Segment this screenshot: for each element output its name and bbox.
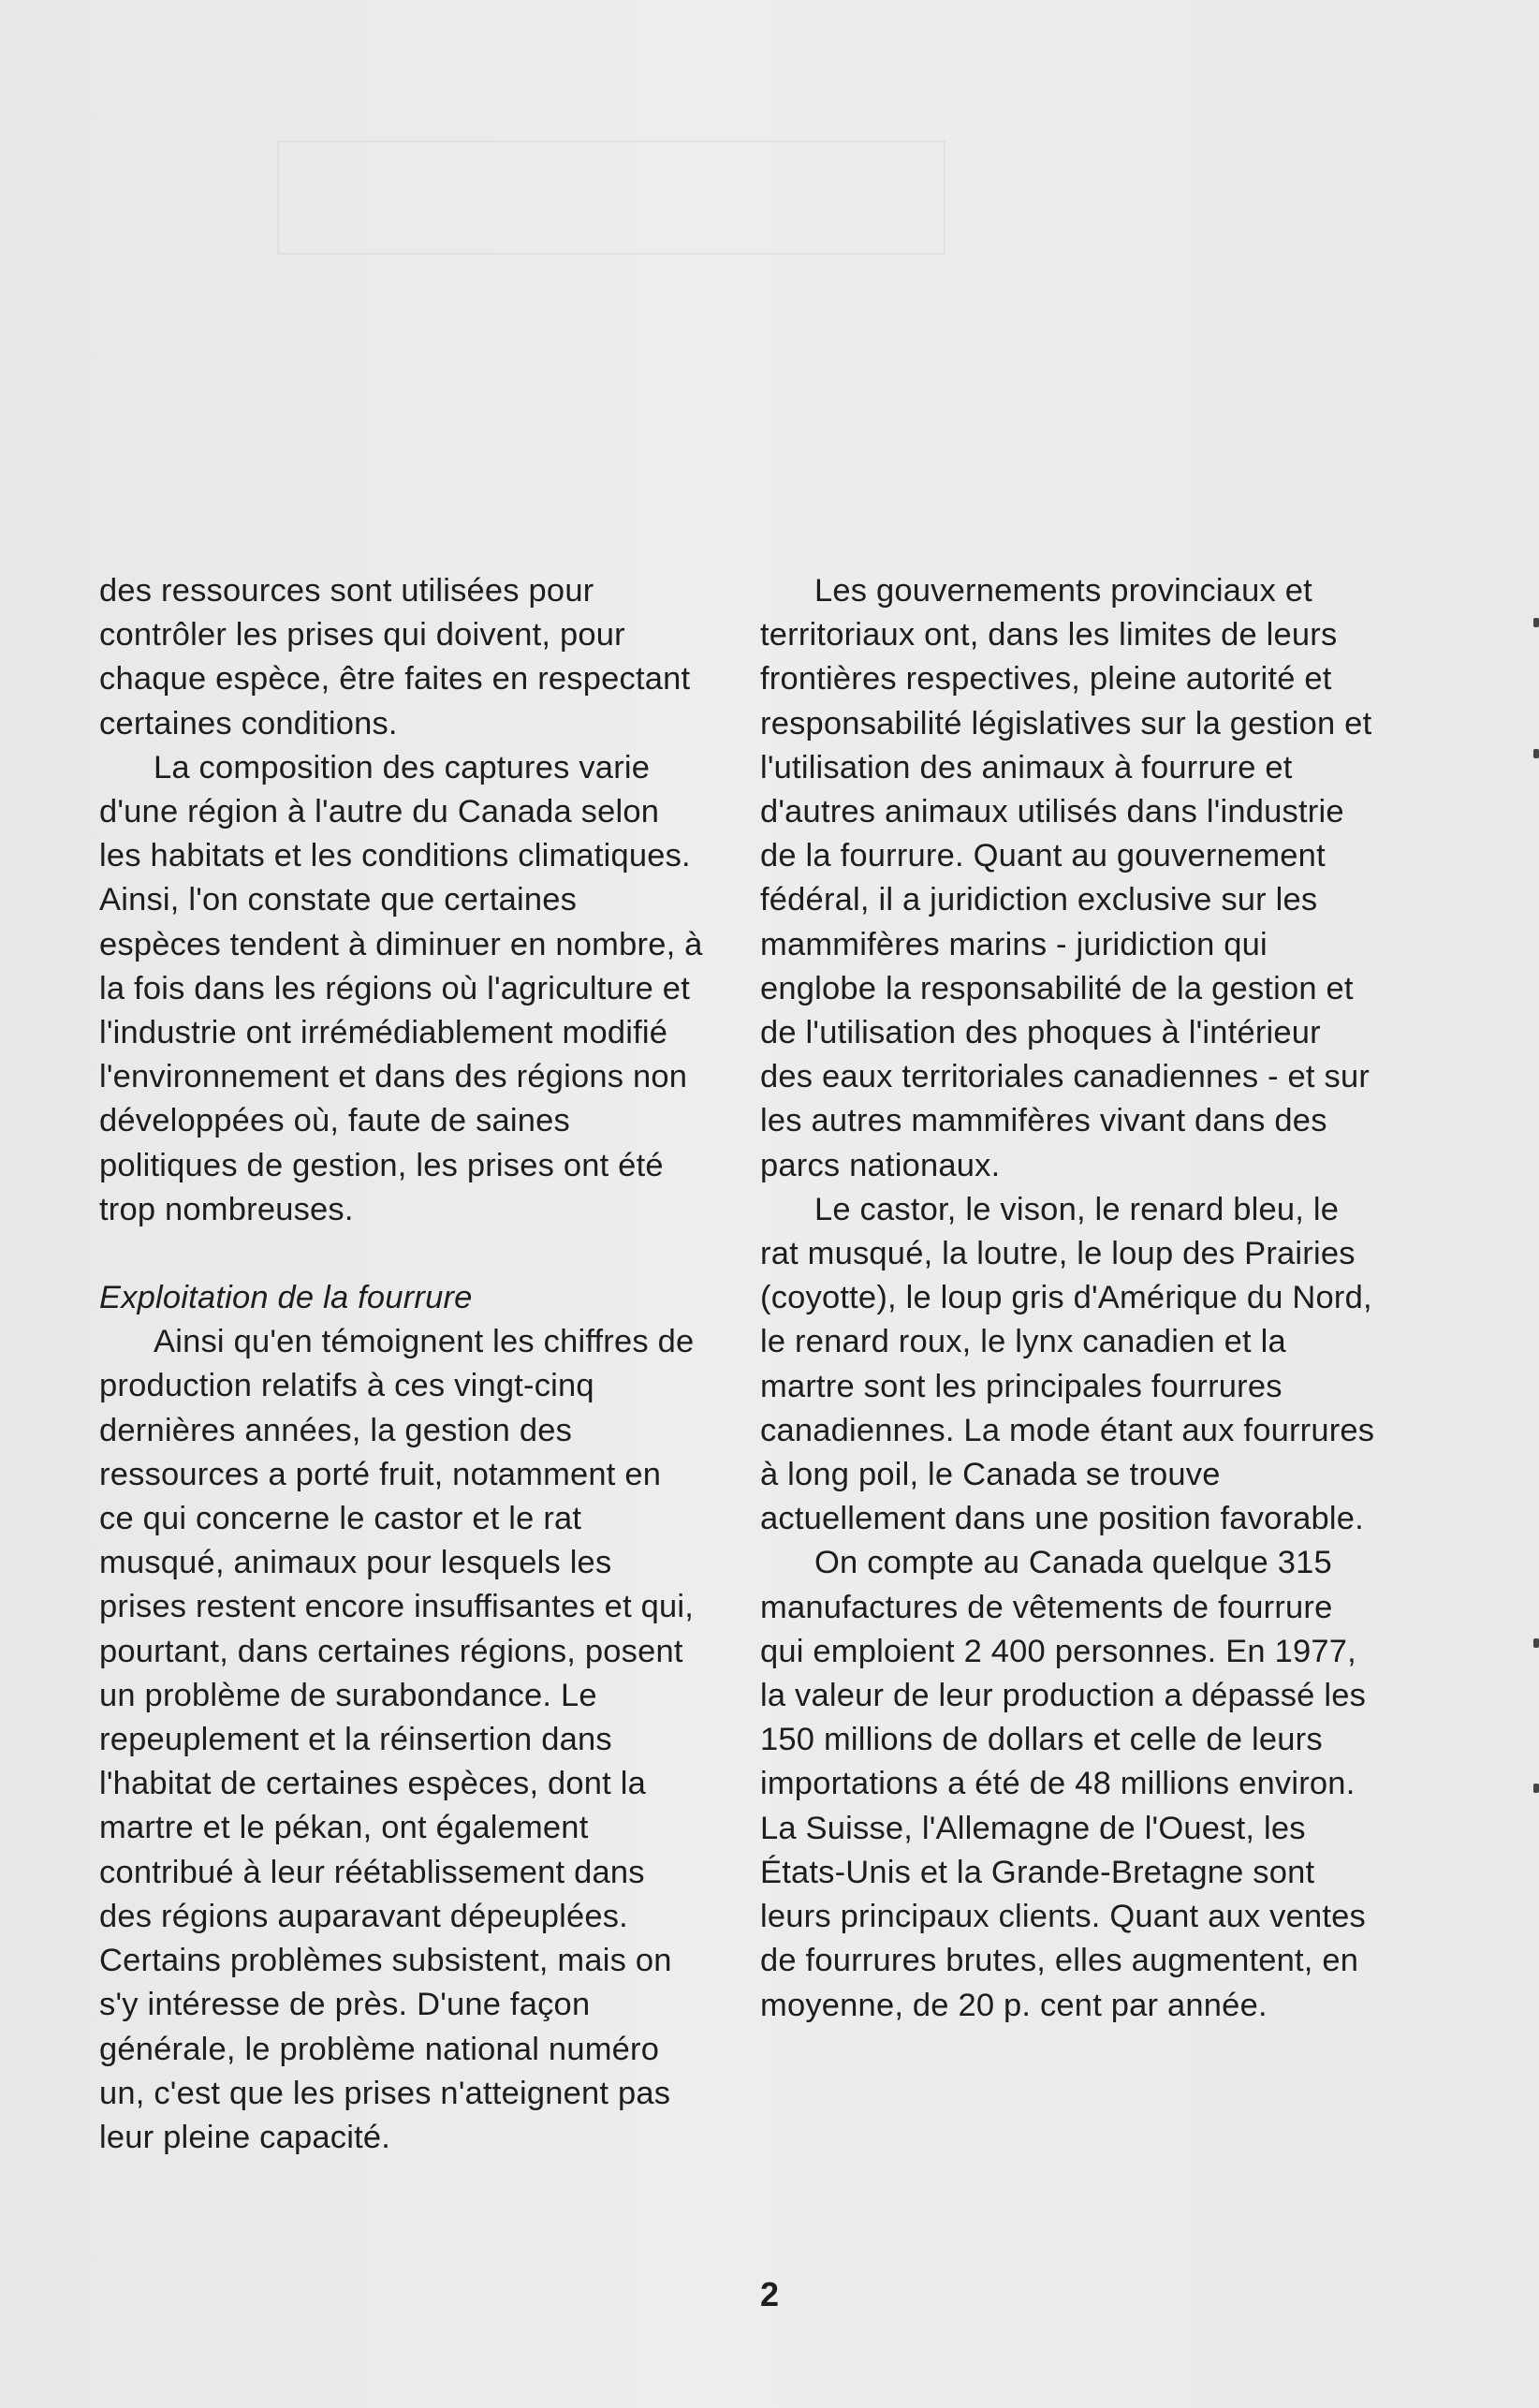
section-heading: Exploitation de la fourrure [99,1280,473,1316]
page-number: 2 [759,2275,780,2313]
binding-mark [1533,749,1539,758]
show-through-box [277,140,945,255]
right-column [760,569,1378,2028]
binding-mark [1533,1784,1539,1793]
left-column [99,569,703,2160]
paragraph: On compte au Canada quelque 315 manufactures de vêtements de fourrure qui emploient 2 400 personnes. En 1977, la valeur de leur production a dépassé les 150 millions de dollars et celle de leurs importations a été de 48 millions environ. La Suisse, l'Allemagne de l'Ouest, les États-Unis et la Grande-Bretagne sont leurs principaux clients. Quant aux ventes de fourrures brutes, elles augmentent, en moyenne, de 20 p. cent par année. [760,1545,1367,2023]
paragraph: Ainsi qu'en témoignent les chiffres de production relatifs à ces vingt-cinq dernières années, la gestion des ressources a porté fruit, notamment en ce qui concerne le castor et le rat musqué, animaux pour lesquels les prises restent encore insuffisantes et qui, pourtant, dans certaines régions, posent un problème de surabondance. Le repeuplement et la réinsertion dans l'habitat de certaines espèces, dont la martre et le pékan, ont également contribué à leur réétablissement dans des régions auparavant dépeuplées. Certains problèmes subsistent, mais on s'y intéresse de près. D'une façon générale, le problème national numéro un, c'est que les prises n'atteignent pas leur pleine capacité. [99,1324,695,2155]
binding-mark [1533,618,1539,627]
paragraph: des ressources sont utilisées pour contrôler les prises qui doivent, pour chaque espèce, être faites en respectant certaines conditions. [99,573,691,741]
paragraph: Le castor, le vison, le renard bleu, le rat musqué, la loutre, le loup des Prairies (coyotte), le loup gris d'Amérique du Nord, le renard roux, le lynx canadien et la martre sont les principales fourrures canadiennes. La mode étant aux fourrures à long poil, le Canada se trouve actuellement dans une position favorable. [760,1191,1375,1537]
binding-mark [1533,1638,1539,1648]
paragraph: La composition des captures varie d'une région à l'autre du Canada selon les habitats et les conditions climatiques. Ainsi, l'on constate que certaines espèces tendent à diminuer en nombre, à la fois dans les régions où l'agriculture et l'industrie ont irrémédiablement modifié l'environnement et dans des régions non développées où, faute de saines politiques de gestion, les prises ont été trop nombreuses. [99,749,703,1227]
paragraph: Les gouvernements provinciaux et territoriaux ont, dans les limites de leurs frontières respectives, pleine autorité et responsabilité législatives sur la gestion et l'utilisation des animaux à fourrure et d'autres animaux utilisés dans l'industrie de la fourrure. Quant au gouvernement fédéral, il a juridiction exclusive sur les mammifères marins - juridiction qui englobe la responsabilité de la gestion et de l'utilisation des phoques à l'intérieur des eaux territoriales canadiennes - et sur les autres mammifères vivant dans des parcs nationaux. [760,573,1372,1183]
